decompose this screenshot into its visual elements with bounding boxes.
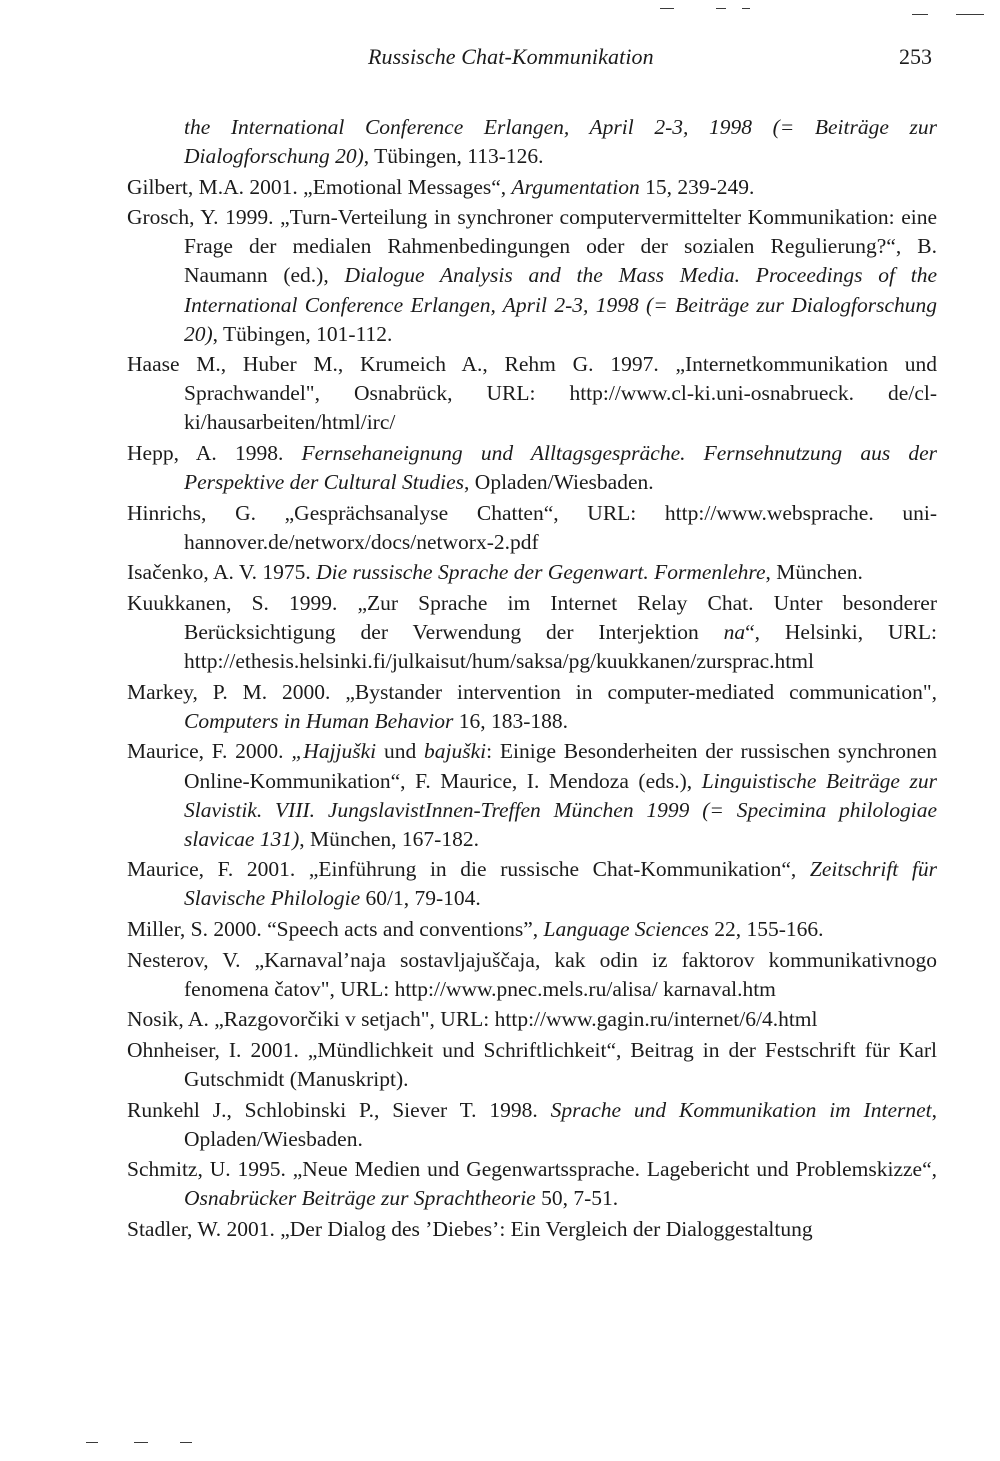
reference-entry (127, 1036, 937, 1094)
reference-text: 60/1, 79-104. (360, 886, 481, 911)
reference-text: , München, 167-182. (299, 826, 479, 851)
reference-entry (127, 350, 937, 437)
reference-entry (127, 946, 937, 1004)
reference-entry (127, 678, 937, 736)
reference-entry (127, 855, 937, 913)
reference-entry (127, 558, 937, 587)
running-title: Russische Chat-Kommunikation (368, 44, 654, 69)
reference-entry (127, 1155, 937, 1213)
reference-text: Maurice, F. 2000. (127, 739, 292, 764)
reference-text: , Tübingen, 113-126. (363, 144, 544, 169)
reference-entry (127, 589, 937, 676)
reference-title-text: na (723, 620, 746, 645)
scan-mark (912, 14, 928, 15)
reference-entry (127, 737, 937, 853)
reference-title-text: Zeitschrift für Slavische Philologie (184, 857, 937, 911)
reference-title-text: Die russische Sprache der Gegenwart. Formenlehre (316, 560, 766, 585)
reference-text: Runkehl J., Schlobinski P., Siever T. 1998. (127, 1097, 551, 1122)
reference-text: Stadler, W. 2001. „Der Dialog des ’Diebes’: Ein Vergleich der Dialoggestaltung (127, 1216, 813, 1241)
reference-entry (127, 203, 937, 348)
reference-text: 16, 183-188. (453, 708, 568, 733)
scan-mark (134, 1442, 148, 1443)
reference-entry (127, 499, 937, 557)
reference-title-text: Sprache und Kommunikation im Internet (550, 1097, 932, 1122)
reference-entry (127, 439, 937, 497)
reference-text: 22, 155-166. (708, 917, 824, 942)
scan-mark (742, 8, 750, 9)
scan-mark (660, 8, 674, 9)
reference-title-text: bajuški (424, 739, 487, 764)
bibliography-list (127, 113, 937, 1246)
reference-title-text: Osnabrücker Beiträge zur Sprachtheorie (184, 1186, 536, 1211)
reference-text: Grosch, Y. 1999. „Turn-Verteilung in synchroner computervermittelter Kommunikation: eine Frage der medialen Rahmenbedingungen oder der sozialen Regulierung?“, B. Naumann (ed.), (127, 205, 937, 288)
reference-text: Haase M., Huber M., Krumeich A., Rehm G. 1997. „Internetkommunikation und Sprachwandel", Osnabrück, URL: http://www.cl-ki.uni-osnabrueck. de/cl-ki/hausarbeiten/html/irc/ (127, 352, 937, 435)
scan-mark (86, 1442, 98, 1443)
reference-title-text: the International Conference Erlangen, April 2-3, 1998 (= Beiträge zur Dialogforschung 20) (184, 115, 937, 169)
reference-continuation (127, 113, 937, 171)
reference-title-text: Computers in Human Behavior (184, 708, 454, 733)
reference-text: Ohnheiser, I. 2001. „Mündlichkeit und Schriftlichkeit“, Beitrag in der Festschrift für Karl Gutschmidt (Manuskript). (127, 1037, 937, 1091)
reference-text: Hepp, A. 1998. (127, 441, 302, 466)
reference-text: : Einige Besonderheiten der russischen synchronen Online-Kommunikation“, F. Maurice, I. Mendoza (eds.), (184, 739, 937, 793)
reference-text: 15, 239-249. (639, 174, 755, 199)
scan-mark (956, 14, 984, 15)
reference-text: Gilbert, M.A. 2001. „Emotional Messages“, (127, 174, 512, 199)
reference-entry (127, 1215, 937, 1244)
reference-text: Schmitz, U. 1995. „Neue Medien und Gegenwartssprache. Lagebericht und Problemskizze“, (127, 1157, 937, 1182)
reference-text: , Opladen/Wiesbaden. (464, 470, 654, 495)
reference-text: , München. (765, 560, 863, 585)
reference-entry (127, 915, 937, 944)
reference-text: Miller, S. 2000. “Speech acts and conventions”, (127, 917, 544, 942)
reference-text: , Opladen/Wiesbaden. (184, 1097, 937, 1151)
reference-text: Markey, P. M. 2000. „Bystander intervention in computer-mediated communication", (127, 679, 937, 704)
reference-text: Kuukkanen, S. 1999. „Zur Sprache im Internet Relay Chat. Unter besonderer Berücksichtigung der Verwendung der Interjektion (127, 591, 937, 645)
reference-text: Nosik, A. „Razgovorčiki v setjach", URL: http://www.gagin.ru/internet/6/4.html (127, 1007, 818, 1032)
reference-text: Nesterov, V. „Karnaval’naja sostavljajuščaja, kak odin iz faktorov kommunikativnogo fenomena čatov", URL: http://www.pnec.mels.ru/alisa/ karnaval.htm (127, 947, 937, 1001)
reference-title-text: Dialogue Analysis and the Mass Media. Proceedings of the International Conference Erlangen, April 2-3, 1998 (= Beiträge zur Dialogforschung 20) (184, 263, 938, 346)
reference-text: Isačenko, A. V. 1975. (127, 560, 317, 585)
reference-title-text: „Hajjuški (291, 739, 377, 764)
reference-text: , Tübingen, 101-112. (212, 321, 393, 346)
reference-title-text: Linguistische Beiträge zur Slavistik. VIII. JungslavistInnen-Treffen München 1999 (= Specimina philologiae slavicae 131) (184, 768, 938, 851)
reference-text: Maurice, F. 2001. „Einführung in die russische Chat-Kommunikation“, (127, 857, 810, 882)
reference-text: 50, 7-51. (535, 1186, 619, 1211)
scan-mark (716, 8, 726, 9)
reference-title-text: Argumentation (511, 174, 640, 199)
reference-title-text: Fernsehaneignung und Alltagsgespräche. Fernsehnutzung aus der Perspektive der Cultural Studies (184, 441, 937, 495)
reference-entry (127, 173, 937, 202)
reference-entry (127, 1005, 937, 1034)
reference-text: Hinrichs, G. „Gesprächsanalyse Chatten“, URL: http://www.websprache. uni-hannover.de/networx/docs/networx-2.pdf (127, 500, 937, 554)
page-number: 253 (899, 44, 932, 69)
scan-mark (180, 1442, 192, 1443)
reference-entry (127, 1096, 937, 1154)
reference-text: “, Helsinki, URL: http://ethesis.helsinki.fi/julkaisut/hum/saksa/pg/kuukkanen/zursprac.html (184, 620, 937, 674)
reference-text: und (376, 739, 424, 764)
reference-title-text: Language Sciences (543, 917, 709, 942)
